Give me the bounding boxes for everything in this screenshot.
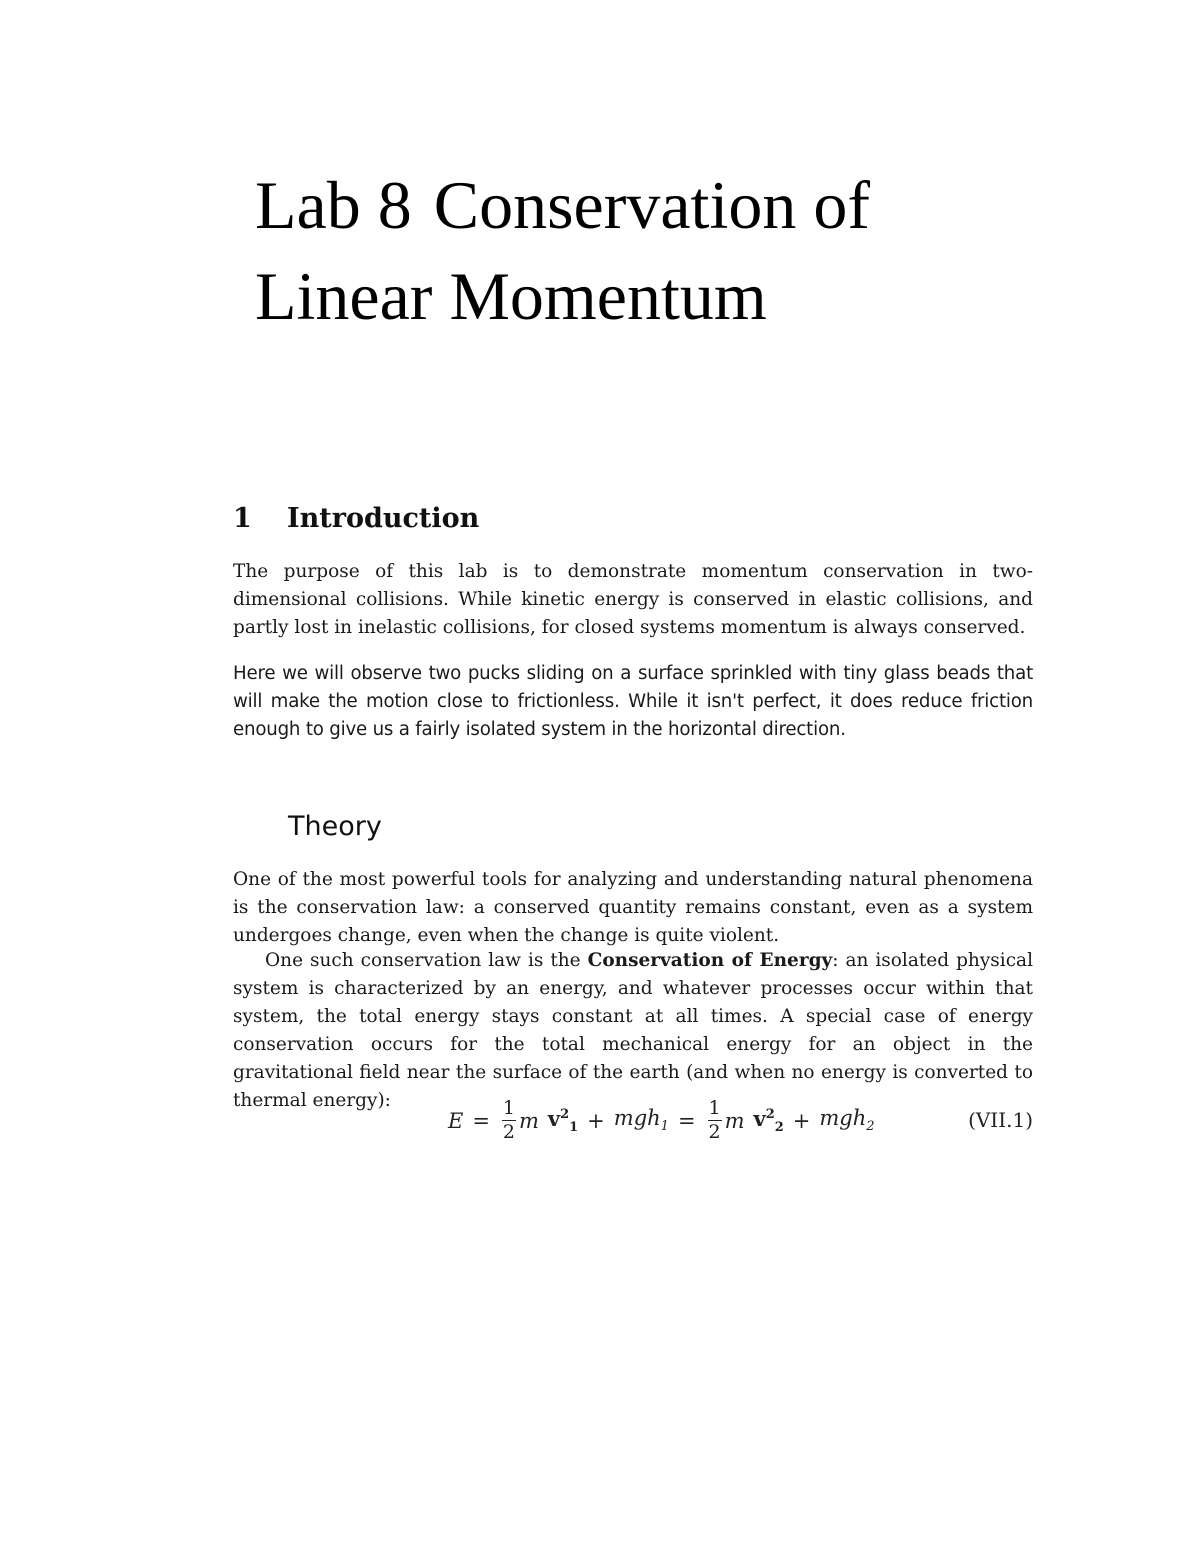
eq-energy-symbol: E xyxy=(448,1108,464,1133)
chapter-label: Lab 8 xyxy=(255,167,412,243)
chapter-title-line-1 xyxy=(255,160,1015,251)
subscript: 2 xyxy=(866,1119,875,1135)
intro-paragraph-1: The purpose of this lab is to demonstrate momentum conservation in two-dimensional collisions. While kinetic energy is conserved in elastic collisions, and partly lost in inelastic collisions, for closed systems momentum is always conserved. xyxy=(233,561,1033,638)
eq-fraction-half-2 xyxy=(708,1098,722,1143)
frac-denominator: 2 xyxy=(708,1121,721,1143)
eq-fraction-half-1 xyxy=(502,1098,516,1143)
potential-term: mgh xyxy=(613,1106,661,1131)
theory-paragraph-1: One of the most powerful tools for analyzing and understanding natural phenomena is the conservation law: a conserved quantity remains constant, even as a system undergoes change, even when the change is quite violent. xyxy=(233,869,1033,946)
section-heading-theory xyxy=(288,810,382,844)
equation-vii-1 xyxy=(233,1090,1033,1160)
eq-potential-1 xyxy=(614,1106,669,1134)
exponent: 2 xyxy=(560,1106,570,1122)
eq-velocity-1 xyxy=(548,1106,578,1135)
subscript: 2 xyxy=(774,1120,784,1136)
eq-plus-2: + xyxy=(792,1108,811,1133)
chapter-title-text-1: Conservation of xyxy=(433,167,870,243)
section-title: Theory xyxy=(288,811,382,842)
subscript: 1 xyxy=(569,1120,579,1136)
subscript: 1 xyxy=(660,1119,669,1135)
frac-numerator: 1 xyxy=(708,1097,721,1119)
velocity-symbol: v xyxy=(547,1105,561,1131)
section-heading-introduction xyxy=(233,502,479,536)
section-number: 1 xyxy=(233,503,252,534)
section-title: Introduction xyxy=(287,503,480,534)
frac-numerator: 1 xyxy=(502,1097,515,1119)
chapter-title-line-2: Linear Momentum xyxy=(255,258,767,334)
eq-mass-symbol: m xyxy=(518,1108,539,1133)
eq-potential-2 xyxy=(819,1106,874,1134)
eq-equals-2: = xyxy=(677,1108,696,1133)
chapter-title xyxy=(255,160,1015,342)
eq-plus-1: + xyxy=(587,1108,605,1133)
velocity-symbol: v xyxy=(753,1105,766,1131)
eq-velocity-2 xyxy=(753,1106,783,1135)
intro-paragraph-2: Here we will observe two pucks sliding on a surface sprinkled with tiny glass beads that will make the motion close to frictionless. While it isn't perfect, it does reduce friction enough to give us a fairly isolated system in the horizontal direction. xyxy=(233,663,1033,740)
conservation-of-energy-term: Conservation of Energy xyxy=(587,950,833,971)
eq-mass-symbol: m xyxy=(724,1108,745,1133)
equation-body xyxy=(448,1098,875,1143)
frac-denominator: 2 xyxy=(502,1121,515,1143)
theory-paragraph-2-start: One such conservation law is the xyxy=(265,950,588,971)
theory-paragraph-2-rest: : an isolated physical system is characterized by an energy, and whatever processes occur within that system, the total energy stays constant at all times. A special case of energy conservation occurs for the total mechanical energy for an object in the gravitational field near the surface of the earth (and when no energy is converted to thermal energy): xyxy=(233,950,1033,1111)
equation-number: (VII.1) xyxy=(968,1108,1033,1132)
eq-equals-1: = xyxy=(472,1108,490,1133)
potential-term: mgh xyxy=(819,1106,867,1131)
exponent: 2 xyxy=(765,1106,775,1122)
